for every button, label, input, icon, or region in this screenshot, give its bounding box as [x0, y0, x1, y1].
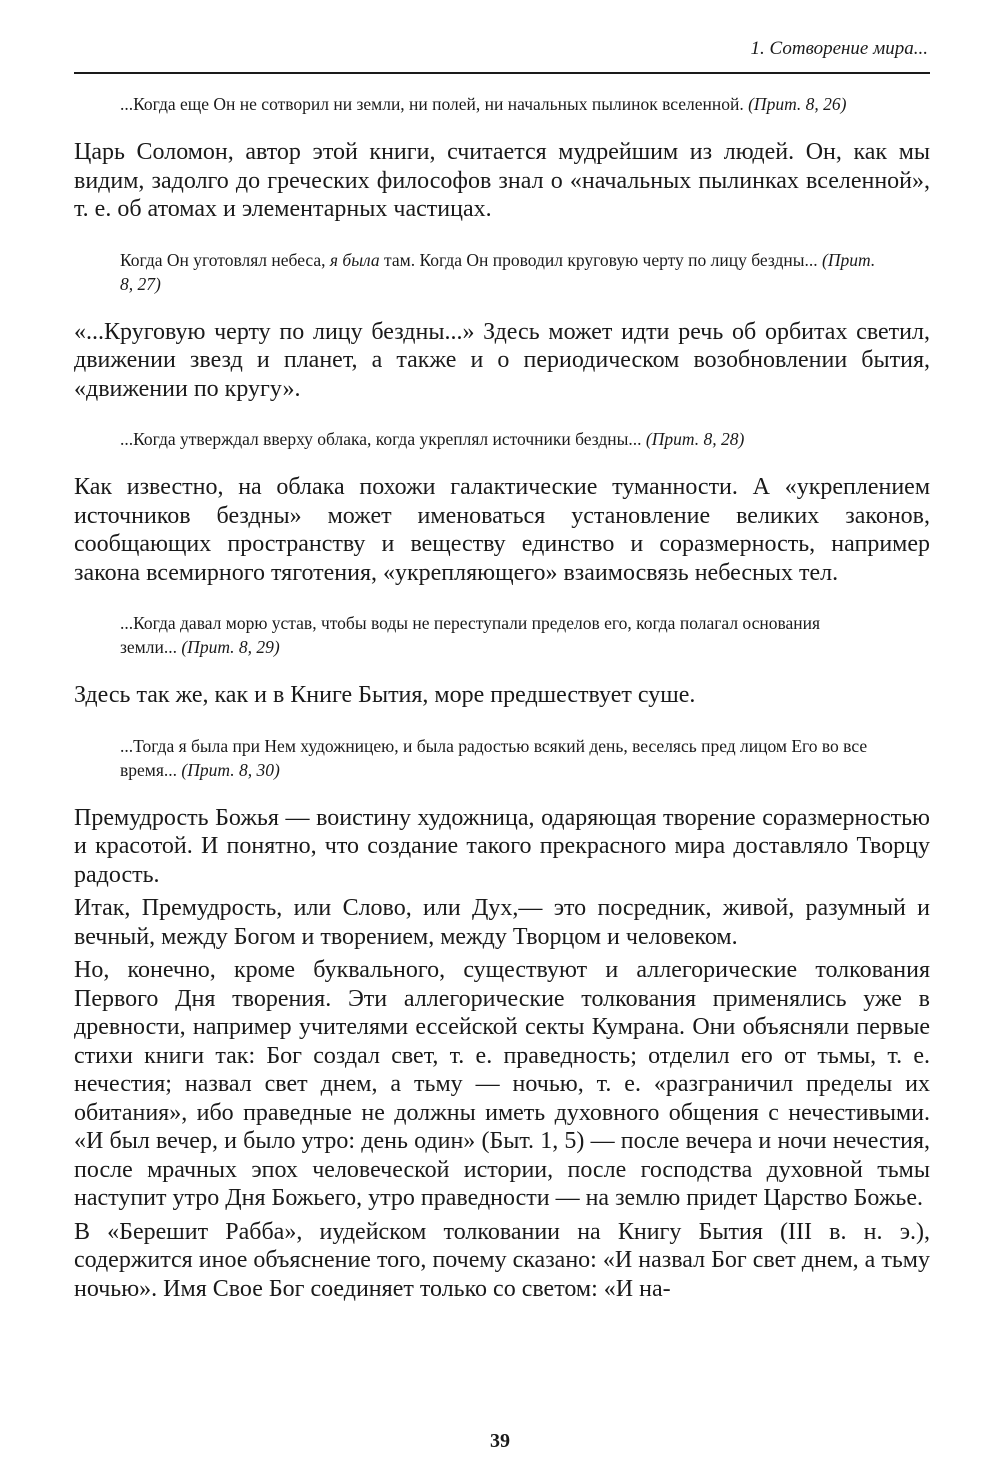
quote-reference: (Прит. 8, 29) [181, 637, 280, 657]
paragraph-solomon: Царь Соломон, автор этой книги, считается мудрейшим из людей. Он, как мы видим, задолго до греческих философов знал о «начальных пылинках вселенной», т. е. об атомах и элементарных частицах. [74, 139, 930, 222]
quote-reference: (Прит. 8, 28) [645, 429, 745, 449]
page-number: 39 [490, 1430, 510, 1452]
quote-reference: (Прит. 8, 30) [181, 759, 280, 780]
paragraph-sea: Здесь так же, как и в Книге Бытия, море предшествует суше. [74, 682, 696, 708]
quote-text: ...Тогда я была при Нем художницею, и была радостью всякий день, веселясь пред лицом Его во все время... [120, 735, 868, 780]
running-head: 1. Сотворение мира... [750, 38, 928, 59]
quote-reference: (Прит. 8, 26) [748, 94, 847, 114]
paragraph-wisdom: Премудрость Божья — воистину художница, одаряющая творение соразмерностью и красотой. И понятно, что создание такого прекрасного мира доставляло Творцу радость. [74, 804, 930, 888]
page-body [74, 92, 930, 1303]
header-rule [74, 72, 930, 74]
quote-prov-8-30 [74, 734, 930, 782]
quote-text: Когда Он уготовлял небеса, [120, 249, 330, 270]
quote-prov-8-27 [74, 248, 930, 296]
quote-text: ...Когда давал морю устав, чтобы воды не переступали пределов его, когда полагал основания земли... [120, 613, 821, 657]
paragraph-circle: «...Круговую черту по лицу бездны...» Здесь может идти речь об орбитах светил, движении звезд и планет, а также и о периодическом возобновлении бытия, «движении по кругу». [74, 318, 930, 402]
quote-text: ...Когда утверждал вверху облака, когда укреплял источники бездны... [120, 429, 646, 449]
quote-text: ...Когда еще Он не сотворил ни земли, ни полей, ни начальных пылинок вселенной. [120, 94, 749, 114]
quote-prov-8-26 [74, 92, 930, 116]
paragraph-clouds: Как известно, на облака похожи галактические туманности. А «укреплением источников бездны» может именоваться установление великих законов, сообщающих пространству и веществу единство и соразмерность, например закона всемирного тяготения, «укрепляющего» взаимосвязь небесных тел. [74, 474, 930, 586]
paragraph-bereshit: В «Берешит Рабба», иудейском толковании на Книгу Бытия (III в. н. э.), содержится иное объяснение того, почему сказано: «И назвал Бог свет днем, а тьму ночью». Имя Свое Бог соединяет только со светом: «И на- [74, 1218, 930, 1302]
paragraph-mediator: Итак, Премудрость, или Слово, или Дух,— это посредник, живой, разумный и вечный, между Богом и творением, между Творцом и человеком. [74, 895, 930, 950]
quote-prov-8-29 [74, 611, 930, 659]
quote-text: там. Когда Он проводил круговую черту по лицу бездны... [379, 249, 823, 270]
quote-emphasis: я была [329, 249, 380, 270]
quote-reference: (Прит. 8, 27) [120, 249, 876, 294]
paragraph-allegory: Но, конечно, кроме буквального, существуют и аллегорические толкования Первого Дня творения. Эти аллегорические толкования применялись уже в древности, например учителями ессейской секты Кумрана. Они объясняли первые стихи книги так: Бог создал свет, т. е. праведность; отделил его от тьмы, т. е. нечестия; назвал свет днем, а тьму — ночью, т. е. «разграничил пределы их обитания», ибо праведные не должны иметь духовного общения с нечестивыми. «И был вечер, и было утро: день один» (Быт. 1, 5) — после вечера и ночи нечестия, после мрачных эпох человеческой истории, после господства духовной тьмы наступит утро Дня Божьего, утро праведности — на землю придет Царство Божье. [74, 957, 930, 1211]
quote-prov-8-28 [74, 427, 930, 451]
